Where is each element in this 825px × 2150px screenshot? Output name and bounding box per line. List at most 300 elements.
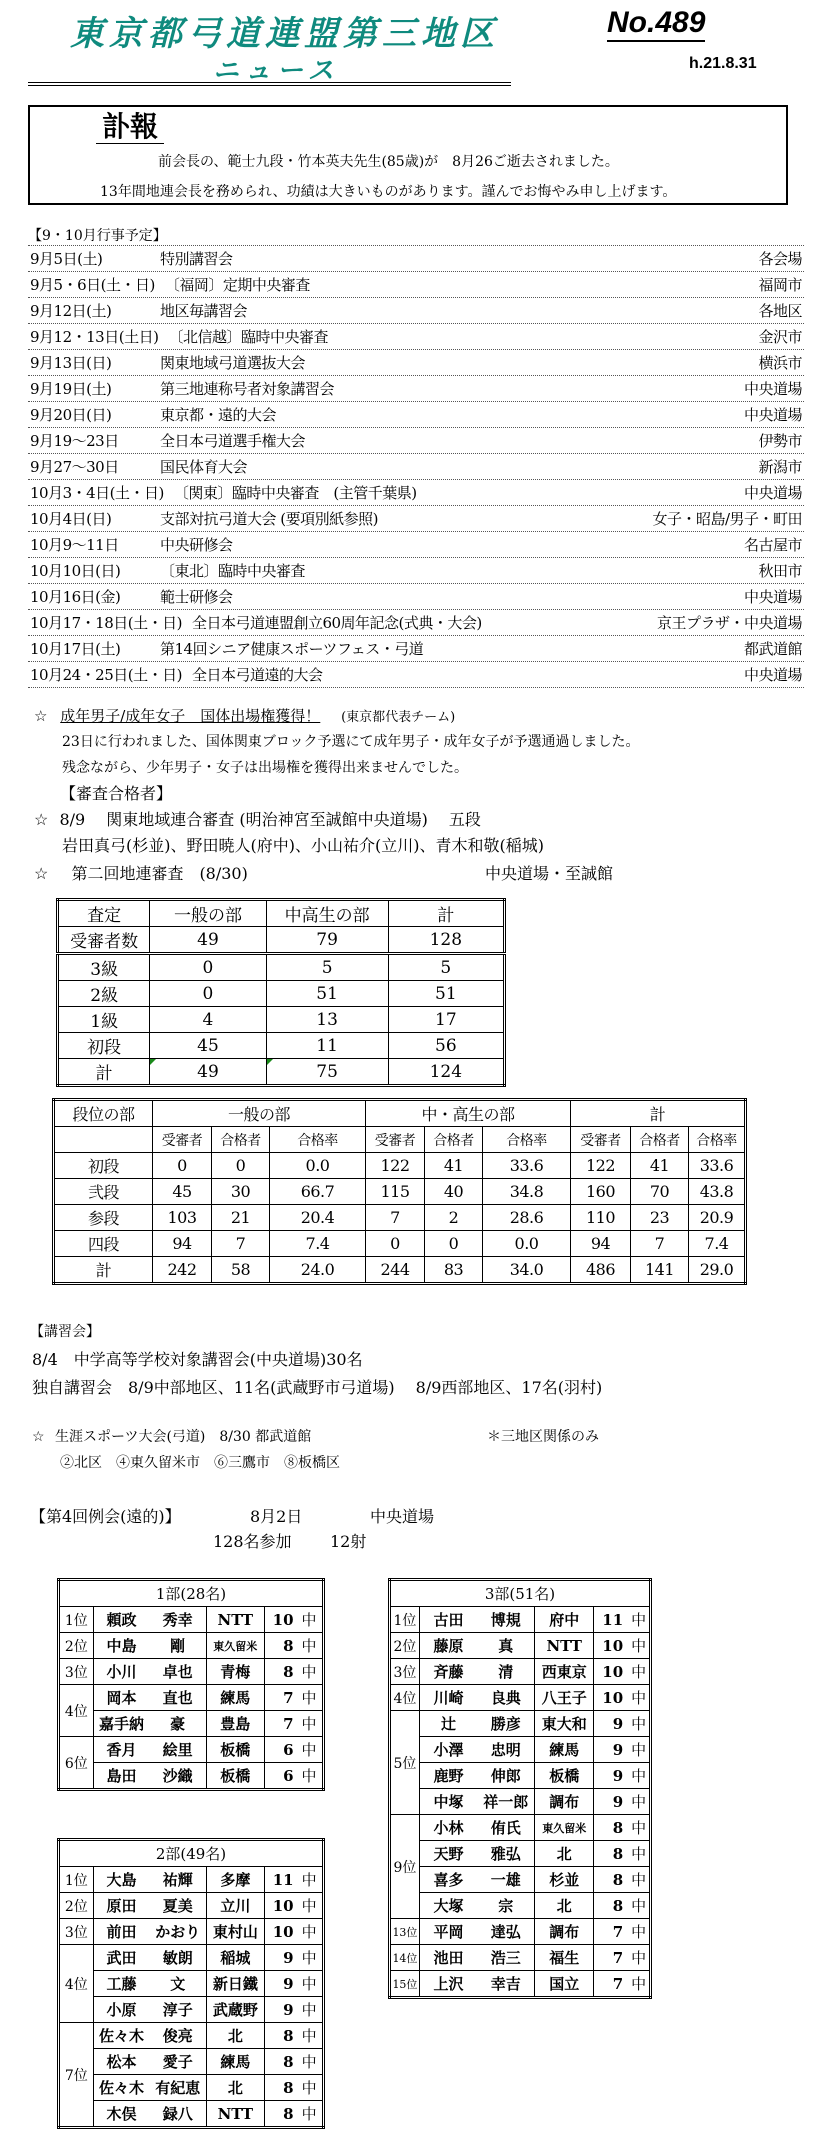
club: 八王子 [535,1685,594,1711]
score [264,2023,323,2049]
rank-label: 2位 [59,1633,94,1659]
rank-label: 5位 [390,1711,420,1815]
schedule-venue: 福岡市 [758,276,802,294]
ranking-row [390,1607,651,1633]
surname [93,1659,149,1685]
club: 調布 [535,1789,594,1815]
hits: 7 [283,1689,294,1707]
score [264,1633,323,1659]
club: 北 [207,2075,265,2101]
second-exam: 第二回地連審査 (8/30) [71,864,248,883]
table-cell: 33.6 [483,1153,571,1179]
table-cell: 51 [266,981,388,1007]
schedule-date: 9月5・6日(土・日) [30,276,155,294]
rank-label: 15位 [390,1971,420,1998]
score [594,1815,651,1841]
row-label: 1級 [58,1007,150,1033]
schedule-event: 関東地域弓道選抜大会 [160,354,306,372]
schedule-date: 10月17・18日(土・日) [30,614,182,632]
hit-mark: 中 [301,1767,317,1785]
surname-text: 鹿野 [433,1767,464,1785]
table-cell: 49 [150,927,266,954]
meet-place: 中央道場 [370,1507,435,1526]
row-label: 受審者数 [58,927,150,954]
schedule-row [28,298,804,324]
table-row [54,1205,746,1231]
ranking-row [390,1971,651,1998]
club: 多摩 [207,1867,265,1893]
row-label: 参段 [54,1205,153,1231]
schedule-event: 〔東北〕臨時中央審査 [160,562,306,580]
hits: 10 [272,1923,294,1941]
table-cell: 40 [425,1179,483,1205]
given-name: 剛 [149,1633,206,1659]
column-header: 合格者 [425,1127,483,1153]
hits: 11 [602,1611,624,1629]
table-row [54,1231,746,1257]
newsletter-title: 東京都弓道連盟第三地区 [70,14,499,54]
score [594,1711,651,1737]
hits: 8 [283,1637,294,1655]
hits: 10 [602,1637,624,1655]
table-cell: 0.0 [270,1153,366,1179]
table-cell: 79 [266,927,388,954]
score [594,1789,651,1815]
club: 東久留米 [206,1633,264,1659]
surname [419,1815,477,1841]
table-cell: 0 [150,954,266,981]
hits: 7 [612,1975,624,1993]
table-group-header-row [54,1100,746,1127]
table-cell: 4 [150,1007,266,1033]
given-name: 良典 [477,1685,535,1711]
club: 国立 [535,1971,594,1998]
schedule-date: 10月4日(日) [30,510,112,528]
table-cell: 45 [150,1033,266,1059]
empty-cell [54,1127,153,1153]
schedule-venue: 秋田市 [758,562,802,580]
schedule-venue: 金沢市 [758,328,802,346]
schedule-venue: 都武道館 [743,640,802,658]
table-cell: 34.0 [483,1257,571,1284]
table-header-row [58,900,505,927]
column-group-header: 計 [571,1100,746,1127]
hits: 6 [283,1767,294,1785]
ranking-row [390,1685,651,1711]
score [594,1659,651,1685]
schedule-event: 第三地連称号者対象講習会 [160,380,335,398]
schedule-event: 支部対抗弓道大会 (要項別紙参照) [160,510,378,528]
schedule-row [28,610,804,636]
ranking-table-div2 [57,1838,325,2129]
rank-label: 4位 [59,1685,94,1737]
score [594,1867,651,1893]
table-cell: 70 [631,1179,689,1205]
column-header: 合格者 [631,1127,689,1153]
hit-mark: 中 [301,1949,317,1967]
row-label: 四段 [54,1231,153,1257]
seminar-line-2: 独自講習会 8/9中部地区、11名(武蔵野市弓道場) 8/9西部地区、17名(羽村) [32,1378,603,1397]
club: 東村山 [207,1919,265,1945]
row-label: 初段 [54,1153,153,1179]
hit-mark: 中 [301,1715,317,1733]
given-name: 伸郎 [477,1763,535,1789]
ranking-row [59,1607,324,1633]
surname-text: 藤原 [433,1637,464,1655]
surname [419,1945,477,1971]
schedule-date: 9月12・13日(土日) [30,328,159,346]
table-cell: 41 [425,1153,483,1179]
column-header: 合格率 [689,1127,746,1153]
hit-mark: 中 [631,1715,647,1733]
table-row [58,1033,505,1059]
given-name: 文 [150,1971,207,1997]
surname-text: 小林 [433,1819,464,1837]
second-exam-line [34,861,248,887]
hits: 7 [612,1923,624,1941]
schedule-event: 全日本弓道連盟創立60周年記念(式典・大会) [191,614,482,632]
kanto-exam: 8/9 関東地域連合審査 (明治神宮至誠館中央道場) 五段 [59,810,481,829]
ranking-row [390,1893,651,1919]
surname-text: 小川 [106,1663,137,1681]
header-divider [28,82,511,86]
score [264,1737,323,1763]
surname-text: 大塚 [433,1897,464,1915]
table-cell: 5 [266,954,388,981]
surname [93,1867,149,1893]
table-row [54,1179,746,1205]
schedule-event: 全日本弓道遠的大会 [191,666,323,684]
star-icon: ☆ [34,707,48,725]
hits: 9 [283,2001,294,2019]
surname-text: 辻 [440,1715,456,1733]
club: 稲城 [207,1945,265,1971]
surname-text: 天野 [433,1845,464,1863]
club: 福生 [535,1945,594,1971]
schedule-venue: 中央道場 [743,588,802,606]
hit-mark: 中 [301,1741,317,1759]
ranking-title-row [59,1580,324,1607]
ranking-row [59,1737,324,1763]
hits: 10 [272,1897,294,1915]
column-header: 合格率 [270,1127,366,1153]
given-name: 秀幸 [149,1607,206,1633]
hit-mark: 中 [631,1819,647,1837]
score [594,1685,651,1711]
surname [419,1841,477,1867]
schedule-date: 9月20日(日) [30,406,112,424]
score [264,1971,323,1997]
hit-mark: 中 [631,1923,647,1941]
hits: 9 [612,1715,624,1733]
club: 練馬 [206,1685,264,1711]
table-cell: 242 [153,1257,212,1284]
surname-text: 佐々木 [99,2079,145,2097]
score [594,1607,651,1633]
given-name: 愛子 [150,2049,207,2075]
ranking-row [390,1867,651,1893]
score [264,1867,323,1893]
surname-text: 工藤 [106,1975,137,1993]
table-cell: 58 [212,1257,270,1284]
ranking-row [390,1841,651,1867]
rank-label: 7位 [59,2023,94,2128]
score [594,1945,651,1971]
table-cell: 141 [631,1257,689,1284]
surname-text: 中塚 [433,1793,464,1811]
score [264,1945,323,1971]
table-cell: 94 [153,1231,212,1257]
score [264,2075,323,2101]
hits: 8 [283,2105,294,2123]
surname-text: 嘉手納 [98,1715,144,1733]
hit-mark: 中 [631,1897,647,1915]
given-name: 清 [477,1659,535,1685]
hit-mark: 中 [301,1871,317,1889]
hits: 9 [283,1949,294,1967]
schedule-venue: 各会場 [758,250,802,268]
schedule-row [28,402,804,428]
column-header: 中高生の部 [266,900,388,927]
table-cell: 122 [571,1153,631,1179]
column-header: 一般の部 [150,900,266,927]
surname [93,1971,149,1997]
schedule-date: 9月27～30日 [30,458,119,476]
score [264,1893,323,1919]
kokutai-line-1: 23日に行われました、国体関東ブロック予選にて成年男子・成年女子が予選通過しました。 [62,734,640,750]
given-name: 真 [477,1633,535,1659]
hit-mark: 中 [631,1793,647,1811]
score [594,1633,651,1659]
score [264,1763,323,1790]
surname [93,2049,149,2075]
given-name: 忠明 [477,1737,535,1763]
row-label: 計 [58,1059,150,1086]
hit-mark: 中 [631,1689,647,1707]
hits: 10 [272,1611,294,1629]
kokutai-title: 成年男子/成年女子 国体出場権獲得！ [60,707,321,725]
obituary-box [28,105,788,205]
table-row [58,927,505,954]
surname [419,1919,477,1945]
club: 杉並 [535,1867,594,1893]
club: 板橋 [206,1763,264,1790]
given-name: 絵里 [149,1737,206,1763]
table-cell: 244 [366,1257,425,1284]
club: 板橋 [206,1737,264,1763]
ranking-row [390,1737,651,1763]
schedule-venue: 中央道場 [743,406,802,424]
meet-heading: 【第4回例会(遠的)】 [30,1507,181,1526]
score [264,1659,323,1685]
obituary-line-1: 前会長の、範士九段・竹本英夫先生(85歳)が 8月26ご逝去されました。 [158,154,619,170]
club: 府中 [535,1607,594,1633]
table-cell: 7.4 [689,1231,746,1257]
rank-label: 14位 [390,1945,420,1971]
column-header: 査定 [58,900,150,927]
surname-text: 原田 [106,1897,137,1915]
score [264,1685,323,1711]
sports-note: ＊三地区関係のみ [487,1429,599,1445]
ranking-row [59,1919,324,1945]
ranking-row [59,2049,324,2075]
row-label: 計 [54,1257,153,1284]
column-header: 受審者 [366,1127,425,1153]
schedule-row [28,350,804,376]
club: 北 [535,1893,594,1919]
schedule-date: 10月10日(日) [30,562,121,580]
table-cell: 103 [153,1205,212,1231]
ranking-row [390,1945,651,1971]
hits: 10 [602,1663,624,1681]
kyu-results-table [56,898,506,1087]
hits: 8 [283,2053,294,2071]
surname [419,1737,477,1763]
rank-label: 1位 [390,1607,420,1633]
hits: 9 [612,1767,624,1785]
rank-label: 2位 [390,1633,420,1659]
schedule-venue: 中央道場 [743,484,802,502]
surname-text: 川崎 [433,1689,464,1707]
ranking-row [59,1763,324,1790]
row-label: 2級 [58,981,150,1007]
column-header: 受審者 [153,1127,212,1153]
surname [419,1971,477,1998]
column-header: 合格率 [483,1127,571,1153]
surname [419,1867,477,1893]
hit-mark: 中 [301,1897,317,1915]
hits: 8 [283,2079,294,2097]
hit-mark: 中 [301,2105,317,2123]
surname [419,1633,477,1659]
given-name: 祐輝 [150,1867,207,1893]
hit-mark: 中 [631,1845,647,1863]
hit-mark: 中 [631,1611,647,1629]
ranking-row [59,2075,324,2101]
given-name: 達弘 [477,1919,535,1945]
ranking-row [390,1919,651,1945]
surname [419,1685,477,1711]
column-header: 合格者 [212,1127,270,1153]
seminar-line-1: 8/4 中学高等学校対象講習会(中央道場)30名 [32,1350,363,1369]
surname-text: 大島 [106,1871,137,1889]
rank-label: 3位 [59,1919,94,1945]
score [264,1997,323,2023]
issue-date: h.21.8.31 [689,55,757,72]
surname [419,1607,477,1633]
table-cell: 110 [571,1205,631,1231]
column-header: 計 [388,900,504,927]
schedule-venue: 横浜市 [758,354,802,372]
schedule-event: 東京都・遠的大会 [160,406,277,424]
surname-text: 前田 [106,1923,137,1941]
surname [93,1997,149,2023]
surname-text: 小澤 [433,1741,464,1759]
hit-mark: 中 [301,2027,317,2045]
given-name: 雅弘 [477,1841,535,1867]
surname-text: 平岡 [433,1923,464,1941]
table-cell: 56 [388,1033,504,1059]
hit-mark: 中 [301,2079,317,2097]
hits: 8 [612,1845,624,1863]
club: 西東京 [535,1659,594,1685]
surname [93,1607,149,1633]
surname [419,1893,477,1919]
schedule-venue: 伊勢市 [758,432,802,450]
given-name: 録八 [150,2101,207,2128]
table-cell: 0 [212,1153,270,1179]
surname [419,1789,477,1815]
surname-text: 松本 [106,2053,137,2071]
sports-results: ②北区 ④東久留米市 ⑥三鷹市 ⑧板橋区 [60,1455,340,1471]
surname [419,1763,477,1789]
table-cell: 94 [571,1231,631,1257]
surname [93,1711,149,1737]
table-row [54,1153,746,1179]
hit-mark: 中 [301,2001,317,2019]
schedule-venue: 女子・昭島/男子・町田 [652,510,802,528]
schedule-date: 9月5日(土) [30,250,103,268]
score [264,2049,323,2075]
club: NTT [206,1607,264,1633]
ranking-title: 2部(49名) [59,1840,324,1867]
table-cell: 0.0 [483,1231,571,1257]
surname-text: 島田 [106,1767,137,1785]
ranking-row [59,1659,324,1685]
row-label: 初段 [58,1033,150,1059]
table-cell: 0 [366,1231,425,1257]
table-cell: 83 [425,1257,483,1284]
surname [93,1945,149,1971]
schedule-event: 〔関東〕臨時中央審査 (主管千葉県) [173,484,417,502]
given-name: 直也 [149,1685,206,1711]
hits: 8 [612,1871,624,1889]
table-cell: 49 [150,1059,266,1086]
given-name: 祥一郎 [477,1789,535,1815]
club: 練馬 [535,1737,594,1763]
given-name: 博規 [477,1607,535,1633]
schedule-row [28,376,804,402]
ranking-table-div1 [57,1578,325,1791]
star-icon: ☆ [34,864,49,883]
table-cell: 51 [388,981,504,1007]
rank-label: 3位 [390,1659,420,1685]
schedule-venue: 京王プラザ・中央道場 [656,614,802,632]
surname-text: 武田 [106,1949,137,1967]
hit-mark: 中 [301,1689,317,1707]
table-cell: 24.0 [270,1257,366,1284]
table-cell: 0 [153,1153,212,1179]
hit-mark: 中 [631,1871,647,1889]
table-cell: 28.6 [483,1205,571,1231]
hit-mark: 中 [631,1767,647,1785]
surname [419,1659,477,1685]
score [594,1971,651,1998]
table-cell: 124 [388,1059,504,1086]
surname [93,2075,149,2101]
score [594,1919,651,1945]
table-cell: 128 [388,927,504,954]
ranking-row [59,1685,324,1711]
ranking-row [390,1633,651,1659]
schedule-event: 〔北信越〕臨時中央審査 [168,328,328,346]
schedule-date: 9月19～23日 [30,432,119,450]
surname [419,1711,477,1737]
schedule-row [28,584,804,610]
meet-date: 8月2日 [250,1507,303,1526]
surname-text: 小原 [106,2001,137,2019]
given-name: 有紀恵 [150,2075,207,2101]
